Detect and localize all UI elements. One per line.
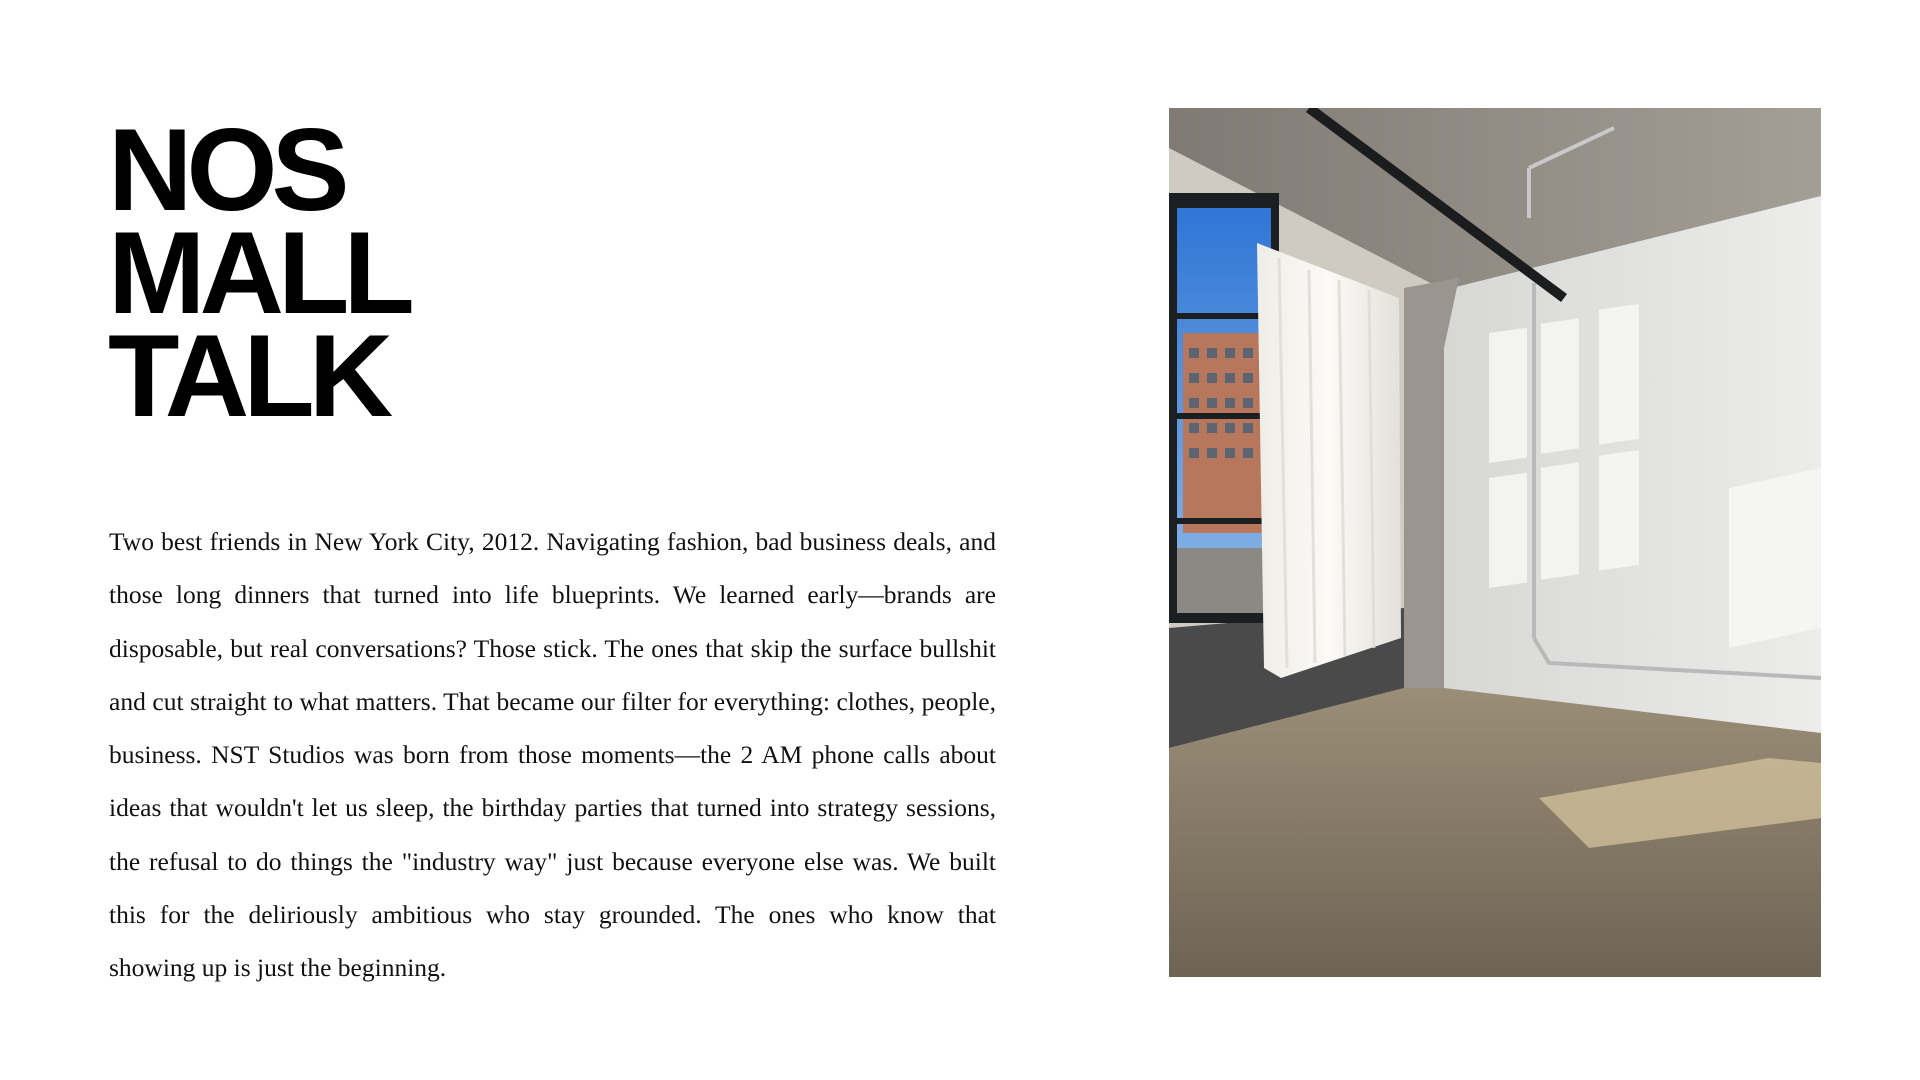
title-line-1: NOS (108, 104, 344, 235)
studio-photo-illustration (1169, 108, 1821, 977)
title-line-2: MALL (108, 207, 409, 338)
studio-photo (1169, 108, 1821, 977)
page-title (108, 104, 409, 441)
story-paragraph: Two best friends in New York City, 2012. Navigating fashion, bad business deals, and those long dinners that turned into life blueprints. We learned early—brands are disposable, but real conversations? Those stick. The ones that skip the surface bullshit and cut straight to what matters. That became our filter for everything: clothes, people, business. NST Studios was born from those moments—the 2 AM phone calls about ideas that wouldn't let us sleep, the birthday parties that turned into strategy sessions, the refusal to do things the "industry way" just because everyone else was. We built this for the deliriously ambitious who stay grounded. The ones who know that showing up is just the beginning. (109, 527, 996, 983)
title-line-3: TALK (108, 310, 388, 441)
